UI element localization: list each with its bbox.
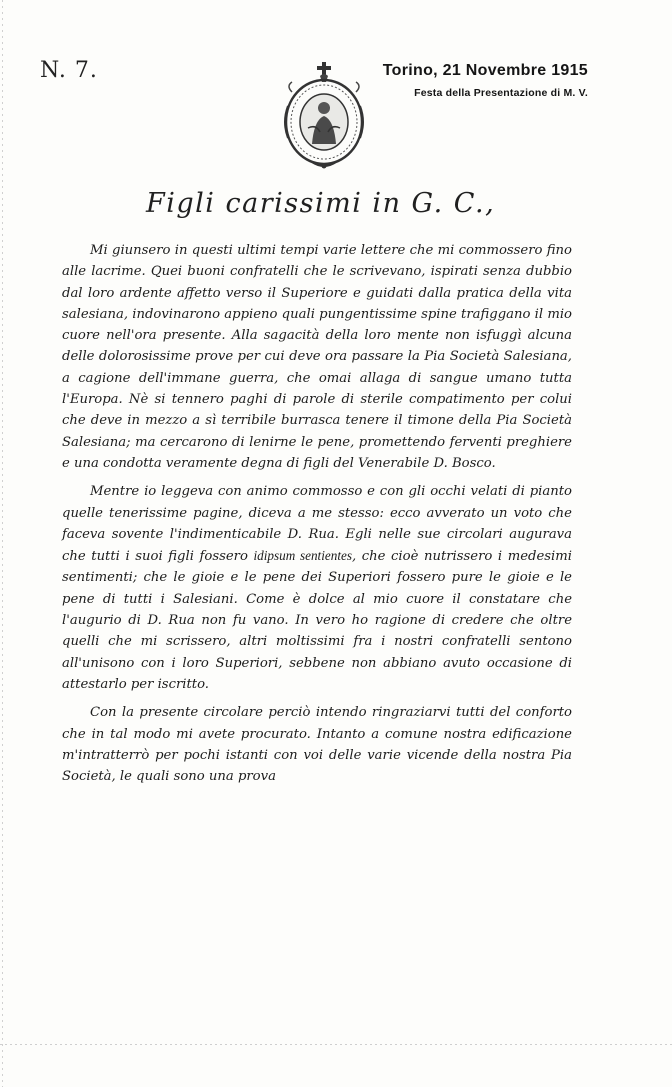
salutation-heading: Figli carissimi in G. C.,: [146, 188, 496, 219]
paragraph-1: Mi giunsero in questi ultimi tempi varie lettere che mi commossero fino alle lacrime. Quei buoni confratelli che le scrivevano, ispirati senza dubbio dal loro ardente affetto verso il Superiore e guidati dalla pratica della vita salesiana, indovinarono appieno quali pungentissime spine trafiggano il mio cuore nell'ora presente. Alla sagacità della loro mente non isfuggì alcuna delle dolorosissime prove per cui deve ora passare la Pia Società Salesiana, a cagione dell'immane guerra, che omai allaga di sangue umano tutta l'Europa. Nè si tennero paghi di parole di sterile compatimento per colui che deve in mezzo a sì terribile burrasca tenere il timone della Pia Società Salesiana; ma cercarono di lenirne le pene, promettendo ferventi preghiere e una condotta veramente degna di figli del Venerabile D. Bosco.: [62, 243, 572, 471]
scan-edge-bottom: [0, 1044, 672, 1045]
paragraph-3: Con la presente circolare perciò intendo ringraziarvi tutti del conforto che in tal modo mi avete procurato. Intanto a comune nostra edificazione m'intratterrò per pochi istanti con voi delle varie vicende della nostra Pia Società, le quali sono una prova: [62, 705, 572, 785]
latin-phrase: idipsum sentientes: [253, 548, 352, 564]
letter-body: [62, 240, 572, 794]
paragraph-2-text-a: Mentre io leggeva con animo commosso e con gli occhi velati di pianto quelle tenerissime pagine, diceva a me stesso: ecco avverato un voto che faceva sovente l'indimenticabile D. Rua. Egli nelle sue circolari augurava che tutti i suoi figli fossero: [62, 484, 572, 565]
paragraph-2: [62, 481, 572, 695]
scan-edge-left: [2, 0, 3, 1087]
dateline: [383, 62, 588, 99]
feast-line: Festa della Presentazione di M. V.: [414, 87, 588, 99]
salesian-seal-icon: [282, 62, 366, 172]
circular-number: N. 7.: [40, 58, 98, 83]
date-line: Torino, 21 Novembre 1915: [382, 62, 588, 79]
paragraph-2-text-b: , che cioè nutrissero i medesimi sentimenti; che le gioie e le pene dei Superiori fossero pure le gioie e le pene di tutti i Salesiani. Come è dolce al mio cuore il constatare che l'augurio di D. Rua non fu vano. In vero ho ragione di credere che oltre quelli che mi scrissero, altri moltissimi fra i nostri confratelli sentono all'unisono con i loro Superiori, sebbene non abbiano avuto occasione di attestarlo per iscritto.: [62, 549, 572, 692]
